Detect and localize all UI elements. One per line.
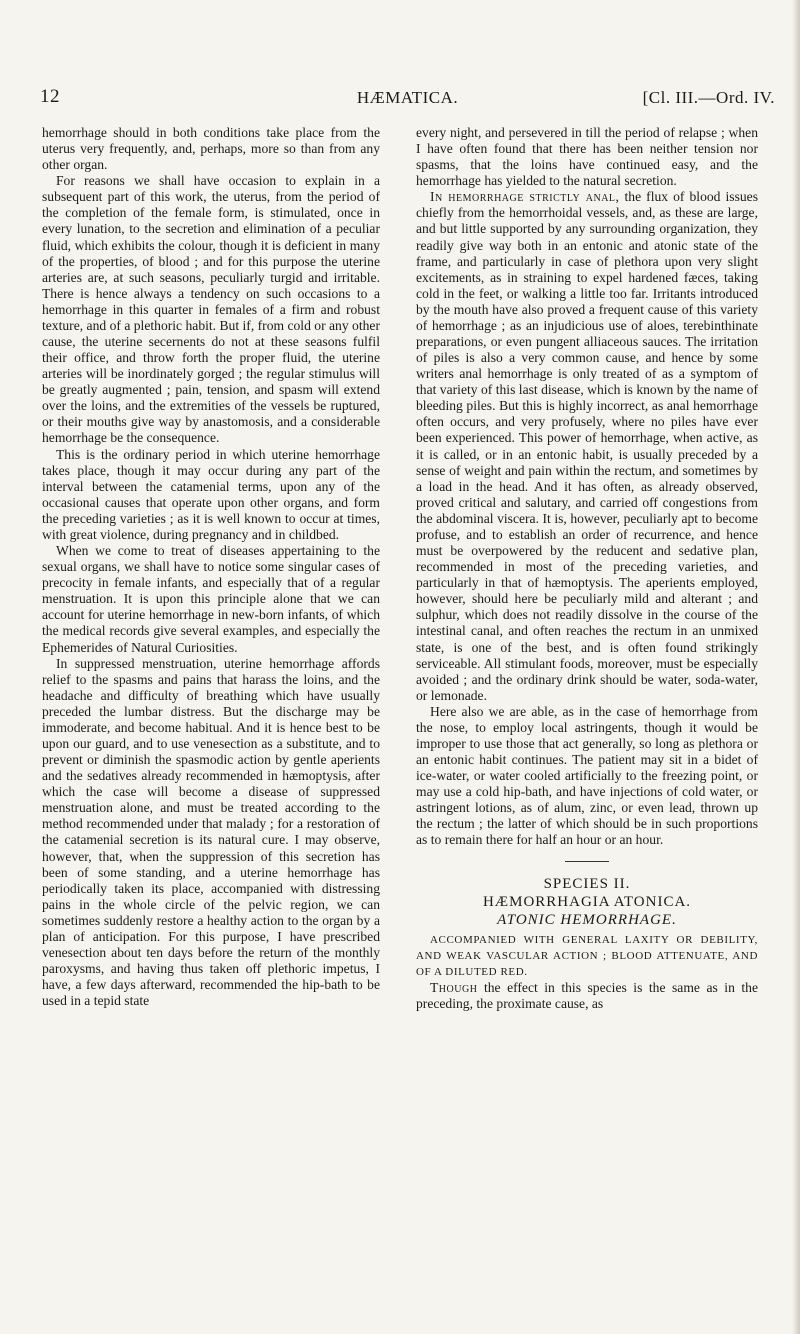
species-definition: ACCOMPANIED WITH GENERAL LAXITY OR DEBILITY, AND WEAK VASCULAR ACTION ; BLOOD ATTENUATE, AND OF A DILUTED RED. (416, 933, 758, 978)
paragraph: For reasons we shall have occasion to explain in a subsequent part of this work, the uterus, from the period of the completion of the female form, is stimulated, once in every lunation, to the secretion and elimination of a peculiar fluid, which exhibits the colour, though it is deficient in many of the properties, of blood ; and for this purpose the uterine arteries are, at such seasons, peculiarly turgid and irritable. There is hence always a tendency on such occasions to a hemorrhage in this quarter in females of a firm and robust texture, and of a plethoric habit. But if, from cold or any other cause, the uterine secernents do not at these seasons fulfil their office, and throw forth the proper fluid, the uterine arteries will be inordinately gorged ; the regular stimulus will be greatly augmented ; pain, tension, and spasm will extend over the loins, and the extremities of the vessels be ruptured, or their mouths give way by anastomosis, and a considerable hemorrhage be the consequence. (42, 173, 380, 446)
paragraph (416, 189, 758, 704)
section-divider (565, 861, 609, 862)
paragraph: hemorrhage should in both conditions take place from the uterus very frequently, and, perhaps, more so than from any other organ. (42, 125, 380, 173)
running-header (40, 86, 775, 114)
paragraph: Here also we are able, as in the case of hemorrhage from the nose, to employ local astringents, though it would be improper to use those that act generally, so long as plethora or an entonic habit continues. The patient may sit in a bidet of ice-water, or water cooled artificially to the freezing point, or may use a cold hip-bath, and have injections of cold water, or astringent lotions, as of alum, zinc, or even lead, thrown up the rectum ; the latter of which should be in such proportions as to remain there for half an hour or an hour. (416, 703, 758, 848)
page-edge-shadow (792, 0, 800, 1334)
page-number: 12 (40, 86, 60, 107)
run-in-heading: In hemorrhage strictly anal, (430, 189, 620, 205)
paragraph: When we come to treat of diseases appertaining to the sexual organs, we shall have to notice some singular cases of precocity in female infants, and especially that of a regular menstruation. It is upon this principle alone that we can account for uterine hemorrhage in new-born infants, of which the medical records give several examples, and especially the Ephemerides of Natural Curiosities. (42, 543, 380, 655)
species-latin-name: HÆMORRHAGIA ATONICA. (482, 893, 692, 910)
right-column (416, 125, 758, 1012)
paragraph: every night, and persevered in till the period of relapse ; when I have often found that there has been neither tension nor spasms, that the loins have continued easy, and the hemorrhage has yielded to the natural secretion. (416, 125, 758, 189)
paragraph-text: the effect in this species is the same as in the preceding, the proximate cause, as (416, 979, 758, 1011)
left-column (42, 125, 380, 1009)
species-english-name: ATONIC HEMORRHAGE. (497, 911, 677, 928)
section-reference: [Cl. III.—Ord. IV. (642, 88, 775, 107)
paragraph: In suppressed menstruation, uterine hemorrhage affords relief to the spasms and pains that harass the loins, and the headache and difficulty of breathing which have usually preceded the lumbar distress. But the discharge may be immoderate, and become habitual. And it is hence best to be upon our guard, and to use venesection as a substitute, and to prevent or diminish the spasmodic action by gentle aperients and the sedatives already recommended in hæmoptysis, after which the case will become a disease of suppressed menstruation alone, and must be treated according to the method recommended under that malady ; for a restoration of the catamenial secretion is its natural cure. I may observe, however, that, when the suppression of this secretion has been of some standing, and a uterine hemorrhage has periodically taken its place, accompanied with distressing pains in the whole circle of the pelvic region, we can sometimes suddenly restore a healthy action to the organ by a plan of anticipation. For this purpose, I have prescribed venesection about ten days before the return of the monthly paroxysms, and having thus taken off plethoric impetus, I have, a few days afterward, recommended the hip-bath to be used in a tepid state (42, 655, 380, 1009)
run-in-word: Though (430, 979, 478, 995)
paragraph (416, 980, 758, 1012)
species-heading: SPECIES II. (543, 875, 631, 892)
paragraph: This is the ordinary period in which uterine hemorrhage takes place, though it may occur during any part of the interval between the catamenial terms, upon any of the occasional causes that operate upon other organs, and form the preceding varieties ; as it is well known to occur at times, with great violence, during pregnancy and in childbed. (42, 446, 380, 542)
paragraph-text: the flux of blood issues chiefly from the hemorrhoidal vessels, and, as these are large, and but little supported by any surrounding organization, they readily give way both in an entonic and atonic state of the frame, and particularly in case of plethora upon very slight excitements, as in straining to expel hardened fæces, taking cold in the feet, or walking a little too far. Irritants introduced by the mouth have also proved a frequent cause of this variety of hemorrhage ; as an injudicious use of aloes, terebinthinate preparations, or even pungent alliaceous sauces. The irritation of piles is also a very common cause, and hence by some writers anal hemorrhage is only treated of as a symptom of that variety of this last disease, which is known by the name of bleeding piles. But this is highly incorrect, as anal hemorrhage often occurs, and very profusely, where no piles have ever been experienced. This power of hemorrhage, when active, as it is called, or in an entonic habit, is usually preceded by a sense of weight and pain within the rectum, and sometimes by a load in the head. And it has often, as already observed, proved critical and salutary, and carried off congestions from the abdominal viscera. It is, however, peculiarly apt to become profuse, and to establish an order of recurrence, and hence must be overpowered by the reducent and sedative plan, recommended in most of the preceding varieties, and particularly in that of hæmoptysis. The aperients employed, however, should here be peculiarly mild and alterant ; and sulphur, which does not readily dissolve in the course of the intestinal canal, and often reaches the rectum in an unmixed state, is one of the best, and is often found strikingly serviceable. All stimulant foods, moreover, must be especially avoided ; and the ordinary drink should be water, soda-water, or lemonade. (416, 189, 759, 703)
running-title: HÆMATICA. (356, 88, 459, 107)
